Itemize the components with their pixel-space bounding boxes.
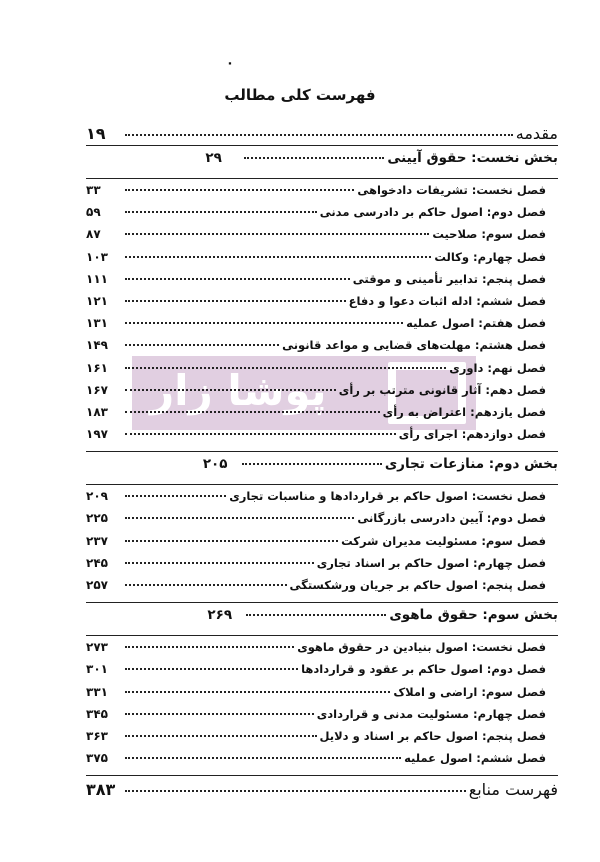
dot-leader [125, 134, 513, 136]
dot-leader [125, 278, 350, 280]
dot-leader [246, 614, 386, 616]
toc-chapter-row [86, 250, 558, 272]
toc-chapter-row [86, 685, 558, 707]
toc-entry-label: فصل چهارم: مسئولیت مدنی و قراردادی [316, 706, 546, 721]
toc-chapter-row [86, 729, 558, 751]
toc-chapter-row [86, 427, 558, 449]
section-divider [86, 635, 558, 636]
toc-entry-label: فصل دوم: آیین دادرسی بازرگانی [357, 511, 546, 526]
toc-entry-label: فصل دوم: اصول حاکم بر دادرسی مدنی [319, 205, 546, 220]
toc-chapter-row [86, 640, 558, 662]
section-divider [86, 775, 558, 776]
toc-row [86, 780, 558, 799]
section-divider [86, 451, 558, 452]
toc-part-row [86, 150, 558, 176]
toc-page-number: ۱۱۱ [86, 271, 108, 286]
page-title: فهرست کلی مطالب [224, 86, 376, 104]
toc-chapter-row [86, 751, 558, 773]
toc-chapter-row [86, 183, 558, 205]
toc-entry-label: فصل سوم: اراضی و املاک [393, 684, 546, 699]
dot-leader [125, 735, 317, 737]
toc-entry-label: فصل چهارم: وکالت [434, 249, 546, 264]
toc-chapter-row [86, 227, 558, 249]
toc-entry-label: فصل نهم: داوری [449, 360, 546, 375]
toc-entry-label: فصل دوم: اصول حاکم بر عقود و قراردادها [301, 662, 546, 677]
toc-entry-label: فهرست منابع [468, 780, 558, 800]
toc-page-number: ۱۰۳ [86, 249, 108, 264]
toc-page-number: ۱۶۱ [86, 360, 108, 375]
toc-chapter-row [86, 361, 558, 383]
toc-page-number: ۱۹ [86, 124, 106, 143]
dot-leader [125, 411, 380, 413]
toc-page-number: ۲۰۵ [202, 456, 228, 473]
toc-page-number: ۳۶۳ [86, 728, 108, 743]
toc-chapter-row [86, 578, 558, 600]
toc-page-number: ۵۹ [86, 205, 101, 220]
dot-leader [125, 189, 354, 191]
dot-leader [244, 157, 384, 159]
dot-leader [125, 433, 396, 435]
dot-leader [125, 540, 338, 542]
toc-entry-label: فصل سوم: صلاحیت [432, 227, 546, 242]
toc-chapter-row [86, 316, 558, 338]
toc-chapter-row [86, 489, 558, 511]
dot-leader [125, 713, 314, 715]
toc-page-number: ۳۳ [86, 183, 101, 197]
dot-leader [125, 389, 336, 391]
section-divider [86, 178, 558, 179]
dot-leader [125, 211, 317, 213]
toc-entry-label: بخش دوم: منازعات تجاری [384, 456, 558, 473]
toc-page-number: ۳۴۵ [86, 706, 108, 721]
dot-leader [125, 584, 287, 586]
toc-page-number: ۲۲۵ [86, 511, 108, 526]
page-mark: ٠ [226, 56, 234, 71]
toc-entry-label: فصل نخست: اصول حاکم بر قراردادها و مناسبات تجاری [229, 489, 546, 504]
toc-entry-label: فصل پنجم: اصول حاکم بر جریان ورشکستگی [289, 578, 546, 592]
toc-entry-label: بخش سوم: حقوق ماهوی [389, 607, 558, 624]
toc-page-number: ۲۴۵ [86, 555, 108, 570]
toc-page-number: ۱۶۷ [86, 382, 108, 397]
toc-chapter-row [86, 338, 558, 360]
dot-leader [125, 668, 298, 670]
dot-leader [125, 322, 403, 324]
toc-page-number: ۳۳۱ [86, 684, 108, 699]
section-divider [86, 602, 558, 603]
toc-entry-label: مقدمه [515, 124, 558, 143]
dot-leader [125, 646, 294, 648]
toc-entry-label: فصل دوازدهم: اجرای رأی [398, 427, 546, 442]
toc-entry-label: فصل سوم: مسئولیت مدیران شرکت [341, 533, 546, 548]
toc-page-number: ۸۷ [86, 227, 101, 242]
dot-leader [125, 495, 226, 497]
dot-leader [125, 344, 279, 346]
toc-part-row [86, 456, 558, 482]
toc-page-number: ۳۸۳ [86, 780, 116, 800]
toc-entry-label: فصل دهم: آثار قانونی مترتب بر رأی [338, 382, 546, 397]
toc-row [86, 124, 558, 143]
toc-entry-label: بخش نخست: حقوق آیینی [387, 150, 558, 166]
toc-page-number: ۱۹۷ [86, 427, 108, 442]
toc-entry-label: فصل یازدهم: اعتراض به رأی [382, 404, 546, 419]
toc-chapter-row [86, 662, 558, 684]
toc-entry-label: فصل هفتم: اصول عملیه [406, 316, 546, 331]
toc-page-number: ۲۹ [205, 150, 222, 166]
toc-chapter-row [86, 272, 558, 294]
toc-page-number: ۲۰۹ [86, 489, 108, 504]
dot-leader [125, 367, 446, 369]
toc-page-number: ۳۰۱ [86, 662, 108, 677]
toc-entry-label: فصل ششم: اصول عملیه [404, 751, 546, 766]
toc-page-number: ۲۵۷ [86, 578, 108, 592]
toc-page-number: ۱۲۱ [86, 293, 108, 308]
toc-chapter-row [86, 294, 558, 316]
dot-leader [125, 691, 390, 693]
watermark-text: پوشا زار [150, 366, 327, 415]
dot-leader [125, 300, 346, 302]
toc-page-number: ۲۶۹ [207, 607, 233, 624]
section-divider [86, 484, 558, 485]
toc-chapter-row [86, 707, 558, 729]
dot-leader [125, 233, 429, 235]
table-of-contents [86, 124, 558, 799]
toc-entry-label: فصل ششم: ادله اثبات دعوا و دفاع [348, 293, 546, 308]
toc-entry-label: فصل نخست: اصول بنیادین در حقوق ماهوی [297, 640, 546, 655]
toc-chapter-row [86, 534, 558, 556]
dot-leader [125, 790, 466, 792]
dot-leader [125, 757, 401, 759]
toc-chapter-row [86, 405, 558, 427]
section-divider [86, 145, 558, 146]
toc-entry-label: فصل پنجم: اصول حاکم بر اسناد و دلایل [319, 728, 546, 743]
toc-entry-label: فصل نخست: تشریفات دادخواهی [357, 183, 546, 197]
toc-part-row [86, 607, 558, 633]
toc-entry-label: فصل پنجم: تدابیر تأمینی و موقتی [352, 271, 546, 286]
dot-leader [125, 256, 431, 258]
toc-page-number: ۳۷۵ [86, 751, 108, 766]
dot-leader [125, 517, 354, 519]
toc-page-number: ۱۸۳ [86, 404, 108, 419]
toc-entry-label: فصل چهارم: اصول حاکم بر اسناد تجاری [316, 555, 546, 570]
toc-entry-label: فصل هشتم: مهلت‌های قضایی و مواعد قانونی [282, 338, 546, 353]
toc-page-number: ۲۳۷ [86, 533, 108, 548]
toc-chapter-row [86, 511, 558, 533]
toc-page-number: ۱۴۹ [86, 338, 108, 353]
dot-leader [125, 562, 314, 564]
toc-chapter-row [86, 556, 558, 578]
toc-page-number: ۲۷۳ [86, 640, 108, 655]
toc-page-number: ۱۳۱ [86, 316, 108, 331]
dot-leader [242, 463, 382, 465]
toc-chapter-row [86, 383, 558, 405]
toc-chapter-row [86, 205, 558, 227]
